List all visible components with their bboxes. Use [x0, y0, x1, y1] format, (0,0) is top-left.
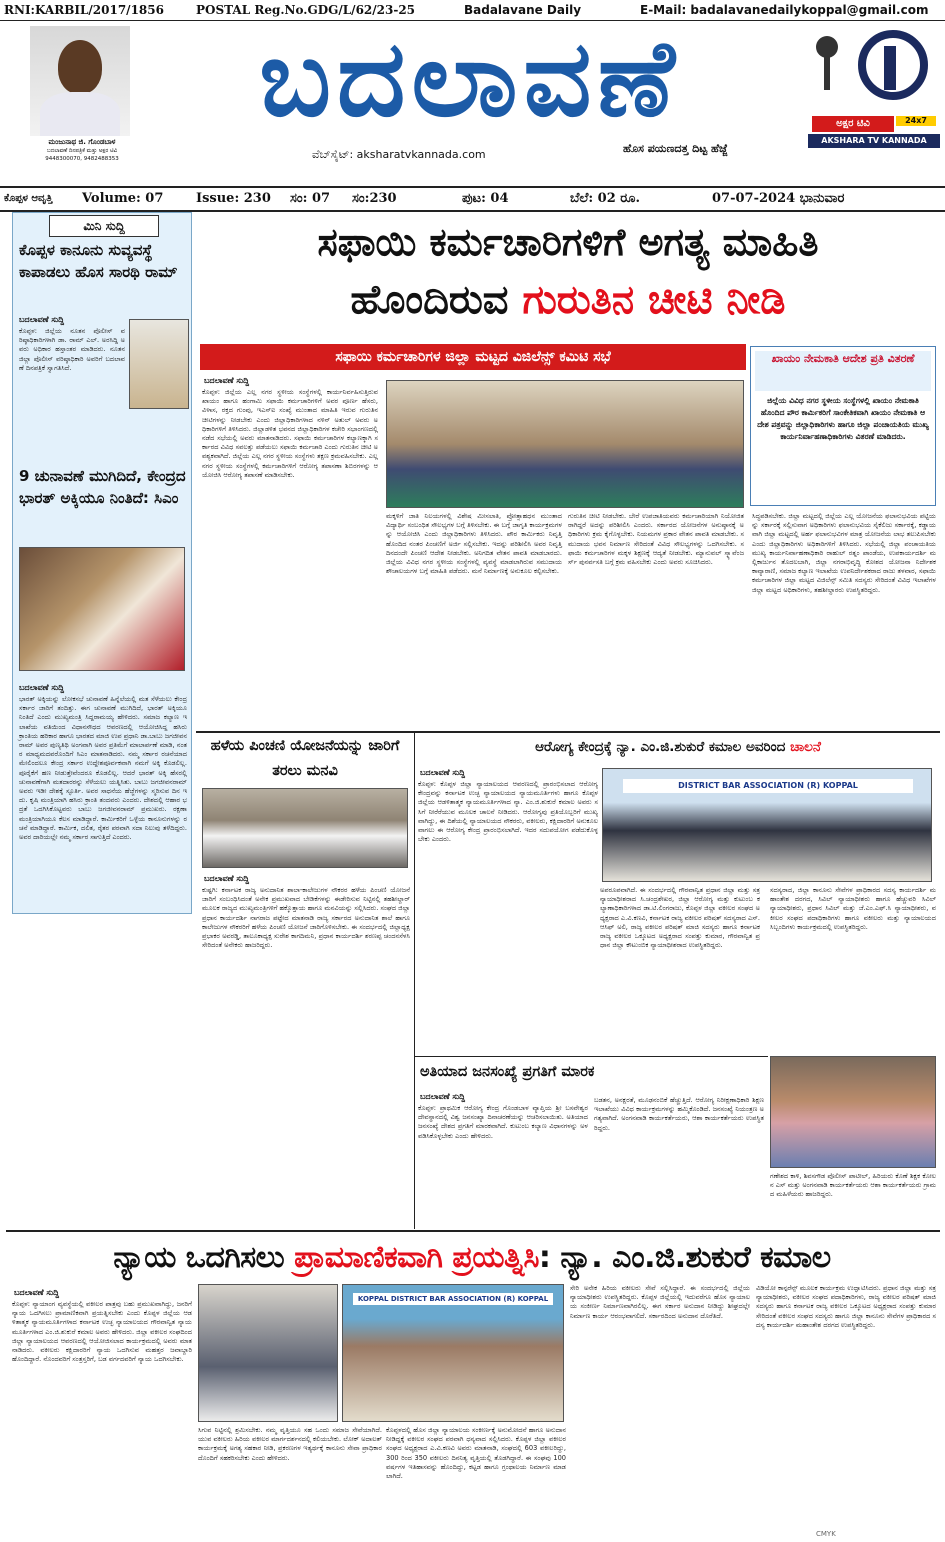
- left-column: [12, 212, 192, 914]
- rule-vertical-mid: [414, 733, 415, 1229]
- justice-col2: ಸಿಗುವ ನಿಟ್ಟಿನಲ್ಲಿ ಶ್ರಮಿಸಬೇಕು. ನಮ್ಮ ವೃತ್ತಿಯೂ ಸಹ ಒಂದು ಸಮಾಜ ಸೇವೆಯಾಗಿದೆ. ಯುವ ವಕೀಲರು ಹಿರಿಯ ವಕೀಲರ ಮಾರ್ಗದರ್ಶನದಲ್ಲಿ ಕಲಿಯಬೇಕು. ಲೋಕ್ ಅದಾಲತ್ ಕಾರ್ಯಕ್ರಮಕ್ಕೆ ಅಗತ್ಯ ಸಹಕಾರ ನೀಡಿ, ಪ್ರಕರಣಗಳ ಇತ್ಯರ್ಥಕ್ಕೆ ಕಾನೂನು ಸೇವಾ ಪ್ರಾಧಿಕಾರದೊಂದಿಗೆ ಸಹಕರಿಸಬೇಕು ಎಂದು ಹೇಳಿದರು.: [198, 1426, 385, 1462]
- justice-col5: ವಿಡಿಯೋ ಕಾನ್ಫರೆನ್ಸ್ ಮೂಲಕ ಕಾರ್ಯಕ್ರಮ ಉದ್ಘಾಟಿಸಿದರು. ಪ್ರಧಾನ ಜಿಲ್ಲಾ ಮತ್ತು ಸತ್ರ ನ್ಯಾಯಾಧೀಶರು, ವಕೀಲರ ಸಂಘದ ಪದಾಧಿಕಾರಿಗಳು, ರಾಜ್ಯ ವಕೀಲರ ಪರಿಷತ್ ಮಾಜಿ ಸದಸ್ಯರು ಹಾಗೂ ಕರ್ನಾಟಕ ರಾಜ್ಯ ವಕೀಲರ ಒಕ್ಕೂಟದ ಅಧ್ಯಕ್ಷರಾದ ಸಂಪತ್ತು ಕುಮಾರ ಸೇರಿದಂತೆ ವಕೀಲರ ಸಂಘದ ಸದಸ್ಯರು ಹಾಗೂ ಜಿಲ್ಲಾ ಕಾನೂನು ಸೇವೆಗಳ ಪ್ರಾಧಿಕಾರದ ಸದಸ್ಯ ಕಾರ್ಯದರ್ಶಿ ಮಹಾಂತೇಶ ದರಗದ ಉಪಸ್ಥಿತರಿದ್ದರು.: [756, 1284, 939, 1329]
- pension-text: ಕುಷ್ಟಗಿ: ಕರ್ನಾಟಕ ರಾಜ್ಯ ಅನುದಾನಿತ ಶಾಲಾ-ಕಾಲೇಜುಗಳ ನೌಕರರ ಹಳೆಯ ಪಿಂಚಣಿ ಯೋಜನೆ ಜಾರಿಗೆ ಸಂಬಂಧಿಸಿದಂತೆ ಅನೇಕ ಪ್ರಮುಖವಾದ ಬೇಡಿಕೆಗಳನ್ನು ಈಡೇರಿಸುವ ನಿಟ್ಟಿನಲ್ಲಿ ತಹಶೀಲ್ದಾರ್ ಮೂಲಕ ರಾಜ್ಯದ ಮುಖ್ಯಮಂತ್ರಿಗಳಿಗೆ ಹಕ್ಕೊತ್ತಾಯ ಹಾಗೂ ಮನವಿಯನ್ನು ಸಲ್ಲಿಸಿದರು. ಸಂಘದ ಜಿಲ್ಲಾ ಪ್ರಧಾನ ಕಾರ್ಯದರ್ಶಿ ನಾಗರಾಜ ಪಟ್ಟೇದ ಮಾತನಾಡಿ ರಾಜ್ಯ ಸರ್ಕಾರದ ಅನುದಾನಿತ ಶಾಲೆ ಹಾಗೂ ಕಾಲೇಜುಗಳ ನೌಕರರಿಗೆ ಹಳೆಯ ಪಿಂಚಣಿ ಯೋಜನೆ ಜಾರಿಗೊಳಿಸಬೇಕು. ಈ ಸಂದರ್ಭದಲ್ಲಿ ಜಿಲ್ಲಾಧ್ಯಕ್ಷ ಪ್ರಭಾಕರ ಅವರಡ್ಡಿ, ತಾಲೂಕಾಧ್ಯಕ್ಷ ಸುರೇಶ ಕಾಗದಿಮನಿ, ಪ್ರಧಾನ ಕಾರ್ಯದರ್ಶಿ ಶರಣಪ್ಪ ಚಂದನಸೆಳಸಿ ಸೇರಿದಂತೆ ಅನೇಕರು ಹಾಜರಿದ್ದರು.: [202, 886, 413, 950]
- editor-photo: [30, 26, 130, 136]
- police-officer-photo: [129, 319, 189, 409]
- editor-role: ಬದಲಾವಣೆ ದಿನಪತ್ರಿಕೆ ಮತ್ತು ಅಕ್ಷರ ಟಿವಿ: [46, 148, 118, 154]
- population-col2: ಬಡತನ, ಅನಕ್ಷರತೆ, ಮೂಢನಂಬಿಕೆ ಹೆಚ್ಚುತ್ತಿದೆ. ಆರೋಗ್ಯ ನಿರೀಕ್ಷಣಾಧಿಕಾರಿ ಶಿಕ್ಷಣ ಇಲಾಖೆಯು ವಿವಿಧ ಕಾರ್ಯಕ್ರಮಗಳನ್ನು ಹಮ್ಮಿಕೊಂಡಿದೆ. ಜನಸಂಖ್ಯೆ ನಿಯಂತ್ರಣ ಅಗತ್ಯವಾಗಿದೆ. ಅಂಗನವಾಡಿ ಕಾರ್ಯಕರ್ತೆಯರು, ಆಶಾ ಕಾರ್ಯಕರ್ತೆಯರು ಉಪಸ್ಥಿತರಿದ್ದರು.: [594, 1096, 767, 1132]
- sidebox-col: ಸಿದ್ಧಪಡಿಸಬೇಕು. ಜಿಲ್ಲಾ ಮಟ್ಟದಲ್ಲಿ ಜಿಲ್ಲೆಯ ಎಲ್ಲ ಯೋಜನೆಯ ಫಲಾನುಭವಿಯ ಪಟ್ಟಿಯನ್ನು ಸರ್ಕಾರಕ್ಕೆ ಸಲ್ಲಿಸುವಾಗ ಅಧಿಕಾರಿಗಳು ಫಲಾನುಭವಿಯ ಸೈಕೆಲಿಜು ಸರ್ಕಾರಕ್ಕೆ, ಕಡ್ಡಾಯವಾಗಿ ಜಿಲ್ಲಾ ಮಟ್ಟದಲ್ಲಿ ಅರ್ಹ ಫಲಾನುಭವಿಗಳ ಮಾತ್ರ ಯೋಜನೆಯ ಲಾಭ ತಲುಪಿಸಬೇಕು ಎಂದು ಜಿಲ್ಲಾಧಿಕಾರಿಗಳು ಅಧಿಕಾರಿಗಳಿಗೆ ತಿಳಿಸಿದರು. ಸಭೆಯಲ್ಲಿ ಜಿಲ್ಲಾ ಪಂಚಾಯತಿಯ ಮುಖ್ಯ ಕಾರ್ಯನಿರ್ವಾಹಣಾಧಿಕಾರಿ ರಾಹುಲ್ ರತ್ನಂ ಪಾಂಡೆಯ, ಉಪಕಾರ್ಯದರ್ಶಿ ಮಲ್ಲಿಕಾರ್ಜುನ ತೊದಲಬಾಗಿ, ಜಿಲ್ಲಾ ನಗರಾಭಿವೃದ್ಧಿ ಕೋಶದ ಯೋಜನಾ ನಿರ್ದೇಶಕ ಕಾವ್ಯಾರಾಣಿ, ಸಮಾಜ ಕಲ್ಯಾಣ ಇಲಾಖೆಯ ಉಪನಿರ್ದೇಶಕರಾದ ರಾಜು ತಳವಾರ, ಸಫಾಯಿ ಕರ್ಮಚಾರಿಗಳ ಜಿಲ್ಲಾ ಮಟ್ಟದ ವಿಜಿಲೆನ್ಸ್ ಸಮಿತಿ ಸದಸ್ಯರು ಸೇರಿದಂತೆ ವಿವಿಧ ಇಲಾಖೆಗಳ ಜಿಲ್ಲಾ ಮಟ್ಟದ ಅಧಿಕಾರಿಗಳು, ತಹಶೀಲ್ದಾರರು ಉಪಸ್ಥಿತರಿದ್ದರು.: [752, 512, 939, 594]
- story2-title: 9 ಚುನಾವಣೆ ಮುಗಿದಿದೆ, ಕೇಂದ್ರದ ಭಾರತ್ ಅಕ್ಕಿಯೂ ನಿಂತಿದೆ: ಸಿಎಂ: [19, 467, 186, 507]
- justice-title: ನ್ಯಾಯ ಒದಗಿಸಲು: [113, 1240, 285, 1275]
- tagline: ಹೊಸ ಪಯಣದತ್ತ ದಿಟ್ಟ ಹೆಜ್ಜೆ: [623, 142, 728, 155]
- cmyk-mark: CMYK: [816, 1530, 836, 1538]
- rule-pop-top: [414, 1056, 768, 1057]
- issue-bar: [0, 186, 945, 212]
- story2-byline: ಬದಲಾವಣೆ ಸುದ್ದಿ: [19, 683, 65, 692]
- lead-headline-2: [198, 270, 938, 330]
- bar-banner: KOPPAL DISTRICT BAR ASSOCIATION (R) KOPPAL: [353, 1293, 553, 1305]
- postal-reg: POSTAL Reg.No.GDG/L/62/23-25: [196, 3, 416, 17]
- rule-lead-bottom: [196, 731, 940, 733]
- rni-number: RNI:KARBIL/2017/1856: [4, 3, 164, 17]
- justice-headline: [6, 1234, 938, 1282]
- justice-col4: ಸೇರಿ ಅನೇಕ ಹಿರಿಯ ವಕೀಲರು ಸೇವೆ ಸಲ್ಲಿಸಿದ್ದಾರೆ. ಈ ಸಂದರ್ಭದಲ್ಲಿ ಜಿಲ್ಲೆಯ ನ್ಯಾಯಾಧೀಶರು ಉಪಸ್ಥಿತರಿದ್ದರು. ಕೊಪ್ಪಳ ಜಿಲ್ಲೆಯಲ್ಲಿ ಇದುವರೆಗೂ ಹೊಸ ನ್ಯಾಯಾಲಯ ಸಂಕೀರ್ಣ ನಿರ್ಮಾಣವಾಗಿರಲಿಲ್ಲ. ಈಗ ಸರ್ಕಾರ ಅನುದಾನ ನೀಡಿದ್ದು ಶೀಘ್ರದಲ್ಲೇ ನಿರ್ಮಾಣ ಕಾರ್ಯ ಆರಂಭವಾಗಲಿದೆ. ಸರ್ಕಾರದಿಂದ ಅನುದಾನ ದೊರೆತಿದೆ.: [570, 1284, 753, 1320]
- story2-text: ಭಾರತ್ ಅಕ್ಕಿಯನ್ನು ಲೋಕಸಭೆ ಚುನಾವಣೆ ಹಿನ್ನೆಲೆಯಲ್ಲಿ ಮತ ಸೆಳೆಯಲು ಕೇಂದ್ರ ಸರ್ಕಾರ ಜಾರಿಗೆ ತಂದಿತ್ತು. ಈಗ ಚುನಾವಣೆ ಮುಗಿದಿದೆ, ಭಾರತ್ ಅಕ್ಕಿಯೂ ನಿಂತಿದೆ ಎಂದು ಮುಖ್ಯಮಂತ್ರಿ ಸಿದ್ದರಾಮಯ್ಯ ಹೇಳಿದರು. ಸಮಾಜ ಕಲ್ಯಾಣ ಇಲಾಖೆಯ ವತಿಯಿಂದ ವಿಧಾನಸೌಧದ ಆವರಣದಲ್ಲಿ ಆಯೋಜಿಸಿದ್ದ ಹಸಿರು ಕ್ರಾಂತಿಯ ಹರಿಕಾರ ಹಾಗೂ ಭಾರತದ ಮಾಜಿ ಉಪ ಪ್ರಧಾನಿ ಡಾ.ಬಾಬು ಜಗಜೀವನರಾಮ್ ಅವರ ಪುಣ್ಯತಿಥಿ ಅಂಗವಾಗಿ ಅವರ ಪ್ರತಿಮೆಗೆ ಮಾಲಾರ್ಪಣೆ ಮಾಡಿ, ನಂತರ ಮಾಧ್ಯಮದವರೊಂದಿಗೆ ಸಿಎಂ ಮಾತನಾಡಿದರು. ನಮ್ಮ ಸರ್ಕಾರ ರಚನೆಯಾದ ಮೇಲಿಂದಲೂ ಕೇಂದ್ರ ಸರ್ಕಾರ ಉದ್ದೇಶಪೂರ್ವಕವಾಗಿ ನಮಗೆ ಅಕ್ಕಿ ಕೊಡಲಿಲ್ಲ. ಪೂರೈಕೆಗೆ ಹಣ ನೀಡುತ್ತೇವೆಂದರೂ ಕೊಡಲಿಲ್ಲ. ಆದರೆ ಭಾರತ್ ಅಕ್ಕಿ ಹೆಸರಲ್ಲಿ ಚುನಾವಣೆಗಾಗಿ ಮತದಾರರನ್ನು ಸೆಳೆಯಲು ಯತ್ನಿಸಿತು. ಬಾಬು ಜಗಜೀವನರಾಮ್ ಅವರು ಇಡೀ ದೇಶಕ್ಕೆ ಸ್ಫೂರ್ತಿ. ಅವರ ಸಾಧನೆಯ ಹೆಜ್ಜೆಗಳನ್ನು ಸ್ಮರಿಸುವ ದಿನ ಇದು. ಕೃಷಿ ಮಂತ್ರಿಯಾಗಿ ಹಸಿರು ಕ್ರಾಂತಿ ತಂದವರು ಎಂದರು. ದೇಶದಲ್ಲಿ ಆಹಾರ ಭದ್ರತೆ ಒದಗಿಸಿಕೊಟ್ಟವರು ಬಾಬು ಜಗಜೀವನರಾಮ್ ಪ್ರಮುಖರು. ರಕ್ಷಣಾ ಮಂತ್ರಿಯಾಗಿಯೂ ಕೆಲಸ ಮಾಡಿದ್ದಾರೆ. ಕಾರ್ಮಿಕರಿಗೆ ಒಳ್ಳೆಯ ಕಾನೂನುಗಳನ್ನು ರಚನೆ ಮಾಡಿದ್ದಾರೆ. ಕಾರ್ಮಿಕ, ದಲಿತ, ರೈತರ ಪರವಾಗಿ ಸದಾ ನಿಲುವು ತಳೆದಿದ್ದರು. ಅವರ ದಾರಿಯಲ್ಲೇ ನಮ್ಮ ಸರ್ಕಾರ ಸಾಗುತ್ತಿದೆ ಎಂದರು.: [19, 695, 190, 842]
- date: 07-07-2024 ಭಾನುವಾರ: [712, 191, 845, 206]
- story1-title: ಕೊಪ್ಪಳ ಕಾನೂನು ಸುವ್ಯವಸ್ಥೆ ಕಾಪಾಡಲು ಹೊಸ ಸಾರಥಿ ರಾಮ್: [19, 241, 178, 281]
- population-title: ಅತಿಯಾದ ಜನಸಂಖ್ಯೆ ಪ್ರಗತಿಗೆ ಮಾರಕ: [420, 1064, 595, 1080]
- lead-headline-1: ಸಫಾಯಿ ಕರ್ಮಚಾರಿಗಳಿಗೆ ಅಗತ್ಯ ಮಾಹಿತಿ: [317, 220, 819, 264]
- health-col3: ಸದಸ್ಯರಾದ, ಜಿಲ್ಲಾ ಕಾನೂನು ಸೇವೆಗಳ ಪ್ರಾಧಿಕಾರದ ಸದಸ್ಯ ಕಾರ್ಯದರ್ಶಿ ಮಹಾಂತೇಶ ದರಗದ, ಸಿವಿಲ್ ನ್ಯಾಯಾಧೀಶರು ಹಾಗೂ ಹೆಚ್ಚುವರಿ ಸಿವಿಲ್ ನ್ಯಾಯಾಧೀಶರು, ಪ್ರಧಾನ ಸಿವಿಲ್ ಮತ್ತು ಜೆ.ಎಂ.ಎಫ್.ಸಿ ನ್ಯಾಯಾಧೀಶರು, ವಕೀಲರ ಸಂಘದ ಪದಾಧಿಕಾರಿಗಳು ಹಾಗೂ ವಕೀಲರು ಮತ್ತು ನ್ಯಾಯಾಲಯದ ಸಿಬ್ಬಂದಿಗಳು ಕಾರ್ಯಕ್ರಮದಲ್ಲಿ ಉಪಸ್ಥಿತರಿದ್ದರು.: [770, 886, 939, 931]
- justice-col1: ಕೊಪ್ಪಳ: ನ್ಯಾಯಾಂಗ ವ್ಯವಸ್ಥೆಯಲ್ಲಿ ವಕೀಲರ ಪಾತ್ರವು ಬಹು ಪ್ರಮುಖವಾಗಿದ್ದು, ಜನರಿಗೆ ನ್ಯಾಯ ಒದಗಿಸಲು ಪ್ರಾಮಾಣಿಕವಾಗಿ ಪ್ರಯತ್ನಿಸಬೇಕು ಎಂದು ಕೊಪ್ಪಳ ಜಿಲ್ಲೆಯ ಆಡಳಿತಾತ್ಮಕ ನ್ಯಾಯಮೂರ್ತಿಗಳಾದ ಕರ್ನಾಟಕ ಉಚ್ಛ ನ್ಯಾಯಾಲಯದ ಗೌರವಾನ್ವಿತ ನ್ಯಾಯಮೂರ್ತಿಗಳಾದ ಎಂ.ಜಿ.ಶುಕುರೆ ಕಮಾಲ ಅವರು ಹೇಳಿದರು. ಜಿಲ್ಲಾ ವಕೀಲರ ಸಂಘದಿಂದ ಜಿಲ್ಲಾ ನ್ಯಾಯಾಲಯದ ಆವರಣದಲ್ಲಿ ಆಯೋಜಿಸಲಾದ ಕಾರ್ಯಕ್ರಮದಲ್ಲಿ ಅವರು ಮಾತನಾಡಿದರು. ವಕೀಲರು ಕಕ್ಷಿದಾರರಿಗೆ ನ್ಯಾಯ ಒದಗಿಸುವ ಮಹತ್ತರ ಜವಾಬ್ದಾರಿ ಹೊಂದಿದ್ದಾರೆ. ನೊಂದವರಿಗೆ ಸಂತ್ರಸ್ತರಿಗೆ, ಬಡ ವರ್ಗದವರಿಗೆ ನ್ಯಾಯ ಒದಗಿಸಬೇಕು.: [12, 1300, 195, 1364]
- speaker-photo: [198, 1284, 338, 1422]
- lead-col2: ಮಕ್ಕಳಿಗೆ ಜಾತಿ ನಿಲಯಗಳಲ್ಲಿ ವಿಶೇಷ ಮೀಸಲಾತಿ, ಪ್ರೋತ್ಸಾಹಧನ ಮುಂತಾದ ವಿದ್ಯಾರ್ಥಿ ಸಂಬಂಧಿತ ಸೌಲಭ್ಯಗಳ ಬಗ್ಗೆ ತಿಳಿಸಬೇಕು. ಈ ಬಗ್ಗೆ ಜಾಗೃತಿ ಕಾರ್ಯಕ್ರಮಗಳನ್ನು ಆಯೋಜಿಸಿ ಎಂದು ಜಿಲ್ಲಾಧಿಕಾರಿಗಳು ತಿಳಿಸಿದರು. ಪೌರ ಕಾರ್ಮಿಕರು ನಿವೃತ್ತಿ ಹೊಂದಿದ ನಂತರ ಪಿಂಚಣಿಗೆ ಅರ್ಜಿ ಸಲ್ಲಿಸಬೇಕು. ಇದನ್ನು ಪರಿಶೀಲಿಸಿ ಅವರ ನಿವೃತ್ತಿ ದಿನದಂದೇ ಪಿಂಚಣಿ ಆದೇಶ ನೀಡಬೇಕು. ಅನಿಗದಿತ ವೇತನ ಪಾವತಿ ಮಾಡಬಾರದು. ಜಿಲ್ಲೆಯ ವಿವಿಧ ನಗರ ಸ್ಥಳೀಯ ಸಂಸ್ಥೆಗಳಲ್ಲಿ ವ್ಯವಸ್ಥೆ ಮಾಡಲಾಗಿರುವ ಸಮುದಾಯ ಶೌಚಾಲಯಗಳ ಬಗ್ಗೆ ಮಾಹಿತಿ ಪಡೆದರು. ಮನೆ ನಿರ್ಮಾಣಕ್ಕೆ ಅನುಕೂಲ ಕಲ್ಪಿಸಬೇಕು.: [386, 512, 565, 576]
- story1-byline: ಬದಲಾವಣೆ ಸುದ್ದಿ: [19, 315, 65, 324]
- health-col1: ಕೊಪ್ಪಳ: ಕೊಪ್ಪಳ ಜಿಲ್ಲಾ ನ್ಯಾಯಾಲಯದ ಆವರಣದಲ್ಲಿ ಪ್ರಾರಂಭಿಸಲಾದ ಆರೋಗ್ಯ ಕೇಂದ್ರವನ್ನು ಕರ್ನಾಟಕ ಉಚ್ಛ ನ್ಯಾಯಾಲಯದ ನ್ಯಾಯಮೂರ್ತಿಗಳು ಹಾಗೂ ಕೊಪ್ಪಳ ಜಿಲ್ಲೆಯ ಆಡಳಿತಾತ್ಮಕ ನ್ಯಾಯಮೂರ್ತಿಗಳಾದ ನ್ಯಾ. ಎಂ.ಜಿ.ಶುಕುರೆ ಕಮಾಲ ಅವರು ಸಸಿಗೆ ನೀರೆರೆಯುವ ಮೂಲಕ ಚಾಲನೆ ನೀಡಿದರು. ಆರೋಗ್ಯವು ಪ್ರತಿಯೊಬ್ಬರಿಗೆ ಮುಖ್ಯವಾಗಿದ್ದು, ಈ ದಿಶೆಯಲ್ಲಿ ನ್ಯಾಯಾಲಯದ ನೌಕರರು, ವಕೀಲರು, ಕಕ್ಷಿದಾರರಿಗೆ ಅನುಕೂಲವಾಗಲು ಈ ಆರೋಗ್ಯ ಕೇಂದ್ರ ಪ್ರಾರಂಭಿಸಲಾಗಿದೆ. ಇದರ ಸದುಪಯೋಗ ಪಡೆದುಕೊಳ್ಳಬೇಕು ಎಂದರು.: [418, 780, 601, 844]
- health-inauguration-photo: [602, 768, 932, 882]
- price: ಬೆಲೆ: 02 ರೂ.: [570, 191, 640, 206]
- editor-phone: 9448300070, 9482488353: [45, 156, 119, 162]
- population-photo: [770, 1056, 936, 1168]
- lead-headline-2b: ಗುರುತಿನ ಚೀಟಿ ನೀಡಿ: [522, 277, 786, 323]
- microphone-icon: [816, 36, 838, 58]
- pages: ಪುಟ: 04: [462, 191, 509, 206]
- mini-news-label: ಮಿನಿ ಸುದ್ದಿ: [49, 215, 159, 237]
- lead-subhead: ಸಫಾಯಿ ಕರ್ಮಚಾರಿಗಳ ಜಿಲ್ಲಾ ಮಟ್ಟದ ವಿಜಿಲೆನ್ಸ್ ಕಮಿಟಿ ಸಭೆ: [200, 344, 746, 370]
- website: ವೆಬ್‌ಸೈಟ್: aksharatvkannada.com: [312, 148, 486, 161]
- pension-byline: ಬದಲಾವಣೆ ಸುದ್ದಿ: [204, 874, 250, 883]
- justice-title-red: ಪ್ರಾಮಾಣಿಕವಾಗಿ ಪ್ರಯತ್ನಿಸಿ: [294, 1240, 539, 1275]
- health-banner: DISTRICT BAR ASSOCIATION (R) KOPPAL: [623, 779, 913, 793]
- sidebox-text: ಜಿಲ್ಲೆಯ ವಿವಿಧ ನಗರ ಸ್ಥಳೀಯ ಸಂಸ್ಥೆಗಳಲ್ಲಿ ಖಾಯಂ ನೇಮಕಾತಿ ಹೊಂದಿದ ಪೌರ ಕಾರ್ಮಿಕರಿಗೆ ಸಾಂಕೇತಿಕವಾಗಿ ಖಾಯಂ ನೇಮಕಾತಿ ಆದೇಶ ಪತ್ರವನ್ನು ಜಿಲ್ಲಾಧಿಕಾರಿಗಳು ಹಾಗೂ ಜಿಲ್ಲಾ ಪಂಚಾಯತಿಯ ಮುಖ್ಯ ಕಾರ್ಯನಿರ್ವಾಹಣಾಧಿಕಾರಿಗಳು ವಿತರಣೆ ಮಾಡಿದರು.: [757, 396, 929, 441]
- sam-number: ಸಂ:230: [352, 191, 397, 206]
- tv-label: ಅಕ್ಷರ ಟಿವಿ: [812, 116, 894, 132]
- pension-title: ಹಳೆಯ ಪಿಂಚಣಿ ಯೋಜನೆಯನ್ನು ಜಾರಿಗೆ ತರಲು ಮನವಿ: [210, 738, 400, 779]
- edition: ಕೊಪ್ಪಳ ಆವೃತ್ತಿ: [4, 193, 53, 204]
- story1-text: ಕೊಪ್ಪಳ: ಜಿಲ್ಲೆಯ ನೂತನ ಪೊಲೀಸ್ ವರಿಷ್ಠಾಧಿಕಾರಿಗಳಾಗಿ ಡಾ. ರಾಮ್ ಎಲ್. ಅರಸಿದ್ದಿ ಅವರು ಅಧಿಕಾರ ಹಸ್ತಾಂತರ ಮಾಡಿದರು. ನೂತನ ಜಿಲ್ಲಾ ಪೊಲೀಸ್ ವರಿಷ್ಠಾಧಿಕಾರಿ ಅವರಿಗೆ ಬದಲಾವಣೆ ದಿನಪತ್ರಿಕೆ ಸ್ವಾಗತಿಸಿದೆ.: [19, 327, 128, 372]
- justice-col3: ಕೊಪ್ಪಳದಲ್ಲಿ ಹೊಸ ಜಿಲ್ಲಾ ನ್ಯಾಯಾಲಯ ಸಂಕೀರ್ಣಕ್ಕೆ ಅನುಮೋದನೆ ಹಾಗೂ ಅನುದಾನ ನೀಡಿದ್ದಕ್ಕೆ ವಕೀಲರ ಸಂಘದ ಪರವಾಗಿ ಧನ್ಯವಾದ ಸಲ್ಲಿಸಿದರು. ಕೊಪ್ಪಳ ಜಿಲ್ಲಾ ವಕೀಲರ ಸಂಘದ ಅಧ್ಯಕ್ಷರಾದ ಎ.ವಿ.ಕಣವಿ ಅವರು ಮಾತನಾಡಿ, ಸಂಘದಲ್ಲಿ 603 ವಕೀಲರಿದ್ದು, 300 ರಿಂದ 350 ವಕೀಲರು ದಿನನಿತ್ಯ ವೃತ್ತಿಯಲ್ಲಿ ತೊಡಗಿದ್ದಾರೆ. ಈ ಸಂಘವು 100 ವರ್ಷಗಳ ಇತಿಹಾಸವನ್ನು ಹೊಂದಿದ್ದು, ಕಟ್ಟಡ ಹಾಗೂ ಗ್ರಂಥಾಲಯ ನಿರ್ಮಾಣ ಮಾಡಲಾಗಿದೆ.: [386, 1426, 569, 1481]
- pension-photo: [202, 788, 408, 868]
- paper-name: Badalavane Daily: [464, 3, 582, 17]
- justice-title-end: : ನ್ಯಾ. ಎಂ.ಜಿ.ಶುಕುರೆ ಕಮಾಲ: [538, 1240, 831, 1275]
- justice-byline: ಬದಲಾವಣೆ ಸುದ್ದಿ: [14, 1288, 60, 1297]
- volume: Volume: 07: [82, 191, 164, 206]
- appointment-sidebox: [750, 346, 936, 506]
- cm-tribute-photo: [19, 547, 185, 671]
- rule-justice-top: [6, 1230, 940, 1232]
- lead-headline-2a: ಹೊಂದಿರುವ: [350, 277, 509, 323]
- population-byline: ಬದಲಾವಣೆ ಸುದ್ದಿ: [420, 1092, 466, 1101]
- issue: Issue: 230: [196, 191, 271, 206]
- lead-byline: ಬದಲಾವಣೆ ಸುದ್ದಿ: [204, 376, 250, 385]
- health-byline: ಬದಲಾವಣೆ ಸುದ್ದಿ: [420, 768, 466, 777]
- email: E-Mail: badalavanedailykoppal@gmail.com: [640, 3, 929, 17]
- editor-name: ಮಂಜುನಾಥ ಜಿ. ಗೊಂಡಬಾಳ: [48, 138, 116, 146]
- tv-logo: [808, 24, 942, 148]
- health-title-red: ಚಾಲನೆ: [790, 739, 821, 755]
- health-title: ಆರೋಗ್ಯ ಕೇಂದ್ರಕ್ಕೆ ನ್ಯಾ. ಎಂ.ಜಿ.ಶುಕುರೆ ಕಮಾಲ ಅವರಿಂದ: [535, 739, 786, 755]
- tv-247: 24x7: [896, 116, 936, 126]
- health-headline: [418, 736, 938, 758]
- sidebox-title: ಖಾಯಂ ನೇಮಕಾತಿ ಆದೇಶ ಪ್ರತಿ ವಿತರಣೆ: [755, 351, 931, 391]
- bar-association-photo: [342, 1284, 564, 1422]
- masthead-title: ಬದಲಾವಣೆ: [259, 17, 681, 140]
- population-col1: ಕೊಪ್ಪಳ: ಪ್ರಾಥಮಿಕ ಆರೋಗ್ಯ ಕೇಂದ್ರ ಗೊಂಡಬಾಳ ವ್ಯಾಪ್ತಿಯ ಶ್ರೀ ಬಸವೇಶ್ವರ ದೇವಸ್ಥಾನದಲ್ಲಿ ವಿಶ್ವ ಜನಸಂಖ್ಯಾ ದಿನಾಚರಣೆಯನ್ನು ಆಚರಿಸಲಾಯಿತು. ಅತಿಯಾದ ಜನಸಂಖ್ಯೆ ದೇಶದ ಪ್ರಗತಿಗೆ ಮಾರಕವಾಗಿದೆ. ಕುಟುಂಬ ಕಲ್ಯಾಣ ವಿಧಾನಗಳನ್ನು ಅಳವಡಿಸಿಕೊಳ್ಳಬೇಕು ಎಂದು ಹೇಳಿದರು.: [418, 1104, 591, 1140]
- health-col2: ಅಪರೂಪವಾಗಿದೆ. ಈ ಸಂದರ್ಭದಲ್ಲಿ ಗೌರವಾನ್ವಿತ ಪ್ರಧಾನ ಜಿಲ್ಲಾ ಮತ್ತು ಸತ್ರ ನ್ಯಾಯಾಧೀಶರಾದ ಸಿ.ಚಂದ್ರಶೇಖರ, ಜಿಲ್ಲಾ ಆರೋಗ್ಯ ಮತ್ತು ಕುಟುಂಬ ಕಲ್ಯಾಣಾಧಿಕಾರಿಗಳಾದ ಡಾ.ಟಿ.ಲಿಂಗರಾಜು, ಕೊಪ್ಪಳ ಜಿಲ್ಲಾ ವಕೀಲರ ಸಂಘದ ಅಧ್ಯಕ್ಷರಾದ ಎ.ವಿ.ಕಣವಿ, ಕರ್ನಾಟಕ ರಾಜ್ಯ ವಕೀಲರ ಪರಿಷತ್ ಸದಸ್ಯರಾದ ಎಸ್.ಆಸಿಫ್ ಅಲಿ, ರಾಜ್ಯ ವಕೀಲರ ಪರಿಷತ್ ಮಾಜಿ ಸದಸ್ಯರು ಹಾಗೂ ಕರ್ನಾಟಕ ರಾಜ್ಯ ವಕೀಲರ ಒಕ್ಕೂಟದ ಅಧ್ಯಕ್ಷರಾದ ಸಂಪತ್ತು ಕುಮಾರ, ಗೌರವಾನ್ವಿತ ಪ್ರಧಾನ ಜಿಲ್ಲಾ ಕೌಟುಂಬಿಕ ನ್ಯಾಯಾಧೀಶರಾದ ಉಪಸ್ಥಿತರಿದ್ದರು.: [600, 886, 763, 950]
- lead-col3: ಗುರುತಿನ ಚೀಟಿ ನೀಡಬೇಕು. ಬೇರೆ ಉಪಜಾತಿಯವರು ಕರ್ಮಚಾರಿಯಾಗಿ ನಿಯೋಜಿತರಾಗಿದ್ದರೆ ಅದನ್ನು ಪರಿಶೀಲಿಸಿ ಎಂದರು. ಸರ್ಕಾರದ ಯೋಜನೆಗಳ ಅನುಷ್ಠಾನಕ್ಕೆ ಅಧಿಕಾರಿಗಳು ಕ್ರಮ ಕೈಗೊಳ್ಳಬೇಕು. ನಿಯಮಗಳ ಪ್ರಕಾರ ವೇತನ ಪಾವತಿ ಮಾಡಬೇಕು. ಸಮುದಾಯ ಭವನ ನಿರ್ಮಾಣ ಸೇರಿದಂತೆ ವಿವಿಧ ಸೌಲಭ್ಯಗಳನ್ನು ಒದಗಿಸಬೇಕು. ಸಫಾಯಿ ಕರ್ಮಚಾರಿಗಳ ಮಕ್ಕಳ ಶಿಕ್ಷಣಕ್ಕೆ ಆದ್ಯತೆ ನೀಡಬೇಕು. ಮ್ಯಾನುವಲ್ ಸ್ಕ್ಯಾವೆಂಜರ್ಸ್ ಪುನರ್ವಸತಿ ಬಗ್ಗೆ ಕ್ರಮ ವಹಿಸಬೇಕು ಎಂದು ಅವರು ಸೂಚಿಸಿದರು.: [568, 512, 744, 567]
- sam: ಸಂ: 07: [290, 191, 331, 206]
- population-caption: ಗಣೇಶದ ಕಾಳಿ, ಶಿವಸಗೌಡ ಪೊಲೀಸ್ ಪಾಟೀಲ್, ಹಿರಿಯರು ಕೊಣೆ ಶಿಕ್ಷಕ ಕೋಲನ ಎಸ್ ಮತ್ತು ಅಂಗನವಾಡಿ ಕಾರ್ಯಕರ್ತೆಯರು ಆಶಾ ಕಾರ್ಯಕರ್ತೆಯರು ಗ್ರಾಮದ ಮಹಿಳೆಯರು ಹಾಜರಿದ್ದರು.: [770, 1172, 936, 1199]
- tv-name: AKSHARA TV KANNADA: [808, 134, 940, 148]
- masthead: [0, 17, 945, 185]
- lead-col1: ಕೊಪ್ಪಳ: ಜಿಲ್ಲೆಯ ಎಲ್ಲ ನಗರ ಸ್ಥಳೀಯ ಸಂಸ್ಥೆಗಳಲ್ಲಿ ಕಾರ್ಯನಿರ್ವಹಿಸುತ್ತಿರುವ ಖಾಯಂ ಹಾಗೂ ಹಂಗಾಮಿ ಸಫಾಯಿ ಕರ್ಮಚಾರಿಗಳಿಗೆ ಅವರ ಪೂರ್ಣ ಹೆಸರು, ವಿಳಾಸ, ರಕ್ತದ ಗುಂಪು, ಇಎಸ್‌ಐ ಸಂಖ್ಯೆ ಮುಂತಾದ ಮಾಹಿತಿ ಇರುವ ಗುರುತಿನ ಚೀಟಿಗಳನ್ನು ನೀಡಬೇಕು ಎಂದು ಜಿಲ್ಲಾಧಿಕಾರಿಗಳಾದ ನಳಿನ್ ಅತುಲ್ ಅವರು ಅಧಿಕಾರಿಗಳಿಗೆ ತಿಳಿಸಿದರು. ಜಿಲ್ಲಾಡಳಿತ ಭವನದ ಜಿಲ್ಲಾಧಿಕಾರಿಗಳ ಕಚೇರಿ ಸಭಾಂಗಣದಲ್ಲಿ ನಡೆದ ಸಭೆಯಲ್ಲಿ ಅವರು ಮಾತನಾಡಿದರು. ಸಫಾಯಿ ಕರ್ಮಚಾರಿಗಳ ಕಲ್ಯಾಣಕ್ಕಾಗಿ ಸರ್ಕಾರದ ವಿವಿಧ ಸವಲತ್ತು ಪಡೆಯಲು ಸಫಾಯಿ ಕರ್ಮಚಾರಿ ಎಂದು ಗುರುತಿನ ಚೀಟಿ ಅವಶ್ಯಕವಾಗಿದೆ. ಜಿಲ್ಲೆಯ ಎಲ್ಲ ನಗರ ಸ್ಥಳೀಯ ಸಂಸ್ಥೆಗಳು ತಕ್ಷಣ ಕ್ರಮವಹಿಸಬೇಕು. ಎಲ್ಲ ನಗರ ಸ್ಥಳೀಯ ಸಂಸ್ಥೆಗಳಲ್ಲಿ ಕರ್ಮಚಾರಿಗಳಿಗೆ ಆರೋಗ್ಯ ತಪಾಸಣಾ ಶಿಬಿರಗಳನ್ನು ಆಯೋಜಿಸಿ ಆರೋಗ್ಯ ತಪಾಸಣೆ ಮಾಡಿಸಬೇಕು.: [202, 388, 381, 479]
- vigilance-meeting-photo: [386, 380, 744, 508]
